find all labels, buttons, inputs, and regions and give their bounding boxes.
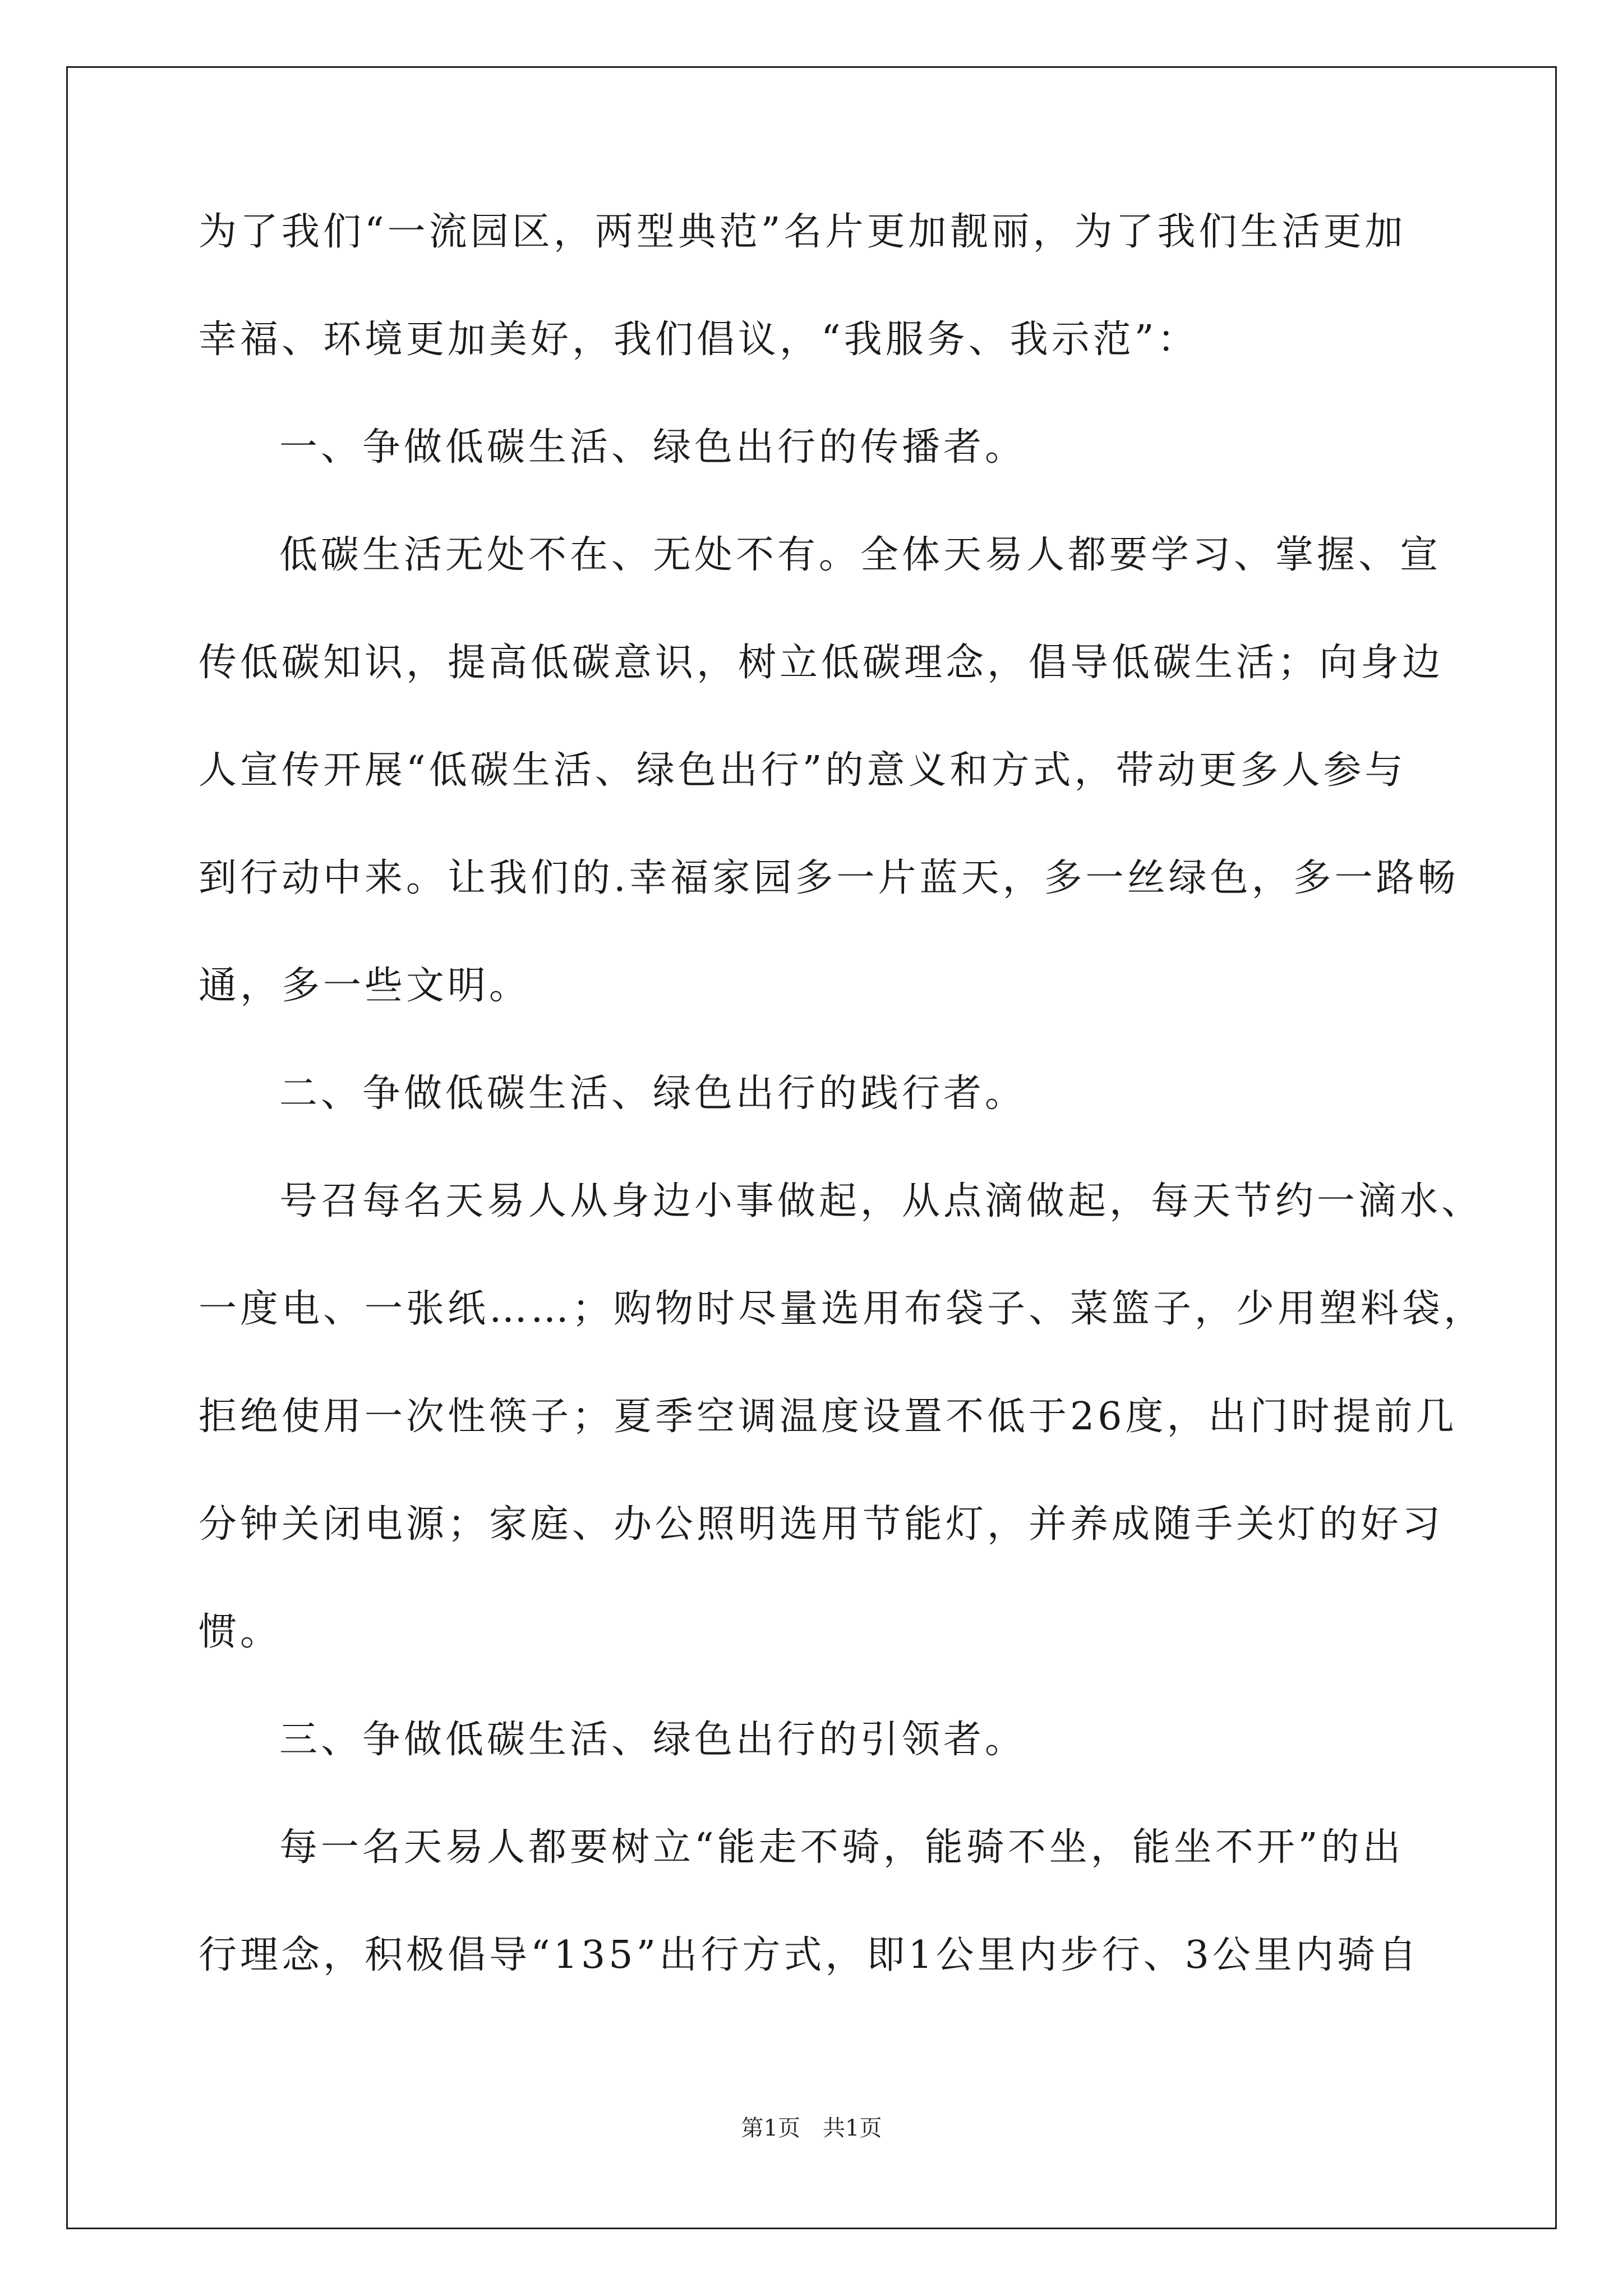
text-line: 二、争做低碳生活、绿色出行的践行者。 (279, 1071, 1027, 1116)
text-line: 一度电、一张纸……；购物时尽量选用布袋子、菜篮子，少用塑料袋， (199, 1287, 1486, 1331)
page-number: 第1页 (741, 2115, 800, 2141)
text-line: 拒绝使用一次性筷子；夏季空调温度设置不低于26度，出门时提前几 (199, 1395, 1458, 1439)
text-line: 号召每名天易人从身边小事做起，从点滴做起，每天节约一滴水、 (279, 1179, 1483, 1223)
text-line: 三、争做低碳生活、绿色出行的引领者。 (279, 1718, 1027, 1762)
text-line: 每一名天易人都要树立“能走不骑，能骑不坐，能坐不开”的出 (279, 1825, 1404, 1870)
document-body (199, 210, 1486, 2044)
page-total: 共1页 (823, 2115, 882, 2141)
text-line: 分钟关闭电源；家庭、办公照明选用节能灯，并养成随手关灯的好习 (199, 1502, 1444, 1547)
text-line: 人宣传开展“低碳生活、绿色出行”的意义和方式，带动更多人参与 (199, 748, 1407, 793)
text-line: 一、争做低碳生活、绿色出行的传播者。 (279, 425, 1027, 470)
text-line: 行理念，积极倡导“135”出行方式，即1公里内步行、3公里内骑自 (199, 1933, 1420, 1977)
page-footer (0, 2115, 1623, 2142)
text-line: 低碳生活无处不在、无处不有。全体天易人都要学习、掌握、宣 (279, 533, 1442, 577)
text-line: 惯。 (199, 1610, 282, 1654)
text-line: 通，多一些文明。 (199, 964, 531, 1008)
text-line: 幸福、环境更加美好，我们倡议，“我服务、我示范”： (199, 318, 1199, 362)
text-line: 到行动中来。让我们的.幸福家园多一片蓝天，多一丝绿色，多一路畅 (199, 856, 1459, 900)
text-line: 传低碳知识，提高低碳意识，树立低碳理念，倡导低碳生活；向身边 (199, 641, 1444, 685)
text-line: 为了我们“一流园区，两型典范”名片更加靓丽，为了我们生活更加 (199, 210, 1407, 254)
